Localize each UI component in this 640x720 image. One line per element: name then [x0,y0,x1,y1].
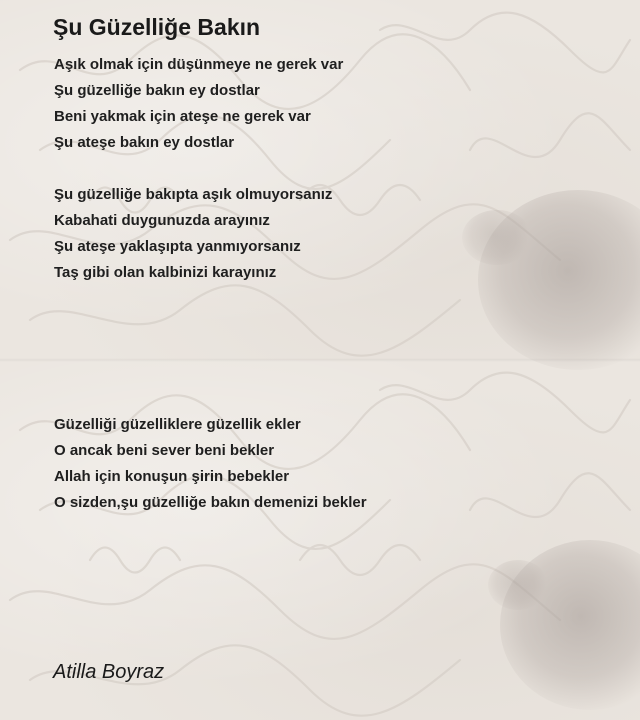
stanza-2 [54,182,332,286]
poem-line: Kabahati duygunuzda arayınız [54,212,270,229]
poem-line: Güzelliği güzelliklere güzellik ekler [54,416,301,433]
poem-line: O ancak beni sever beni bekler [54,442,275,459]
poem-author: Atilla Boyraz [53,661,165,683]
poem-line: Beni yakmak için ateşe ne gerek var [54,108,311,125]
poem-line: Şu güzelliğe bakıpta aşık olmuyorsanız [54,186,333,203]
poem-line: Allah için konuşun şirin bebekler [54,468,290,485]
poem-line: Şu güzelliğe bakın ey dostlar [54,82,260,99]
poem-line: Şu ateşe yaklaşıpta yanmıyorsanız [54,238,301,255]
poem-line: O sizden,şu güzelliğe bakın demenizi bekler [54,494,367,511]
stanza-3 [54,412,367,516]
poem-line: Aşık olmak için düşünmeye ne gerek var [54,56,344,73]
stanza-1 [54,52,343,156]
poem-line: Şu ateşe bakın ey dostlar [54,134,235,151]
poem-line: Taş gibi olan kalbinizi karayınız [54,264,277,281]
poem-title: Şu Güzelliğe Bakın [53,14,261,40]
